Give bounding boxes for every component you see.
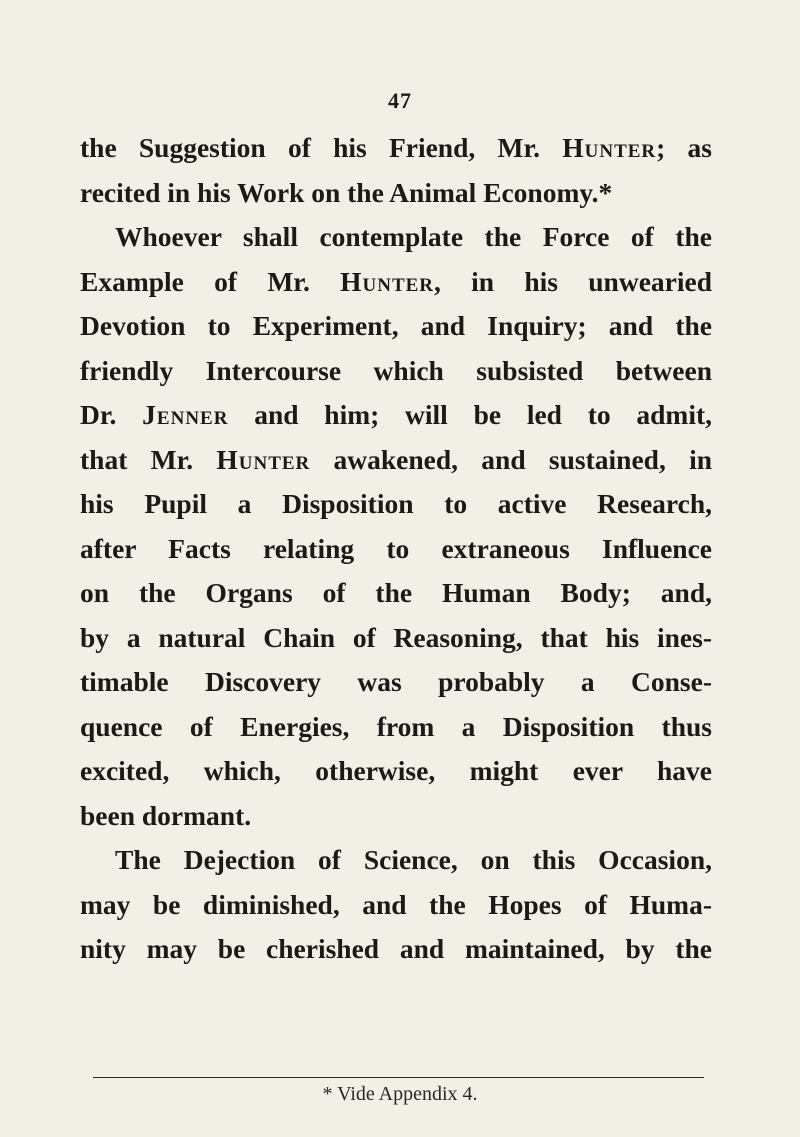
text-line <box>80 883 712 928</box>
text-run: quence of Energies, from a Disposition thus <box>80 710 712 742</box>
text-run: friendly Intercourse which subsisted between <box>80 354 712 386</box>
text-line <box>80 438 712 483</box>
text-line <box>80 304 712 349</box>
body-text <box>80 126 712 972</box>
text-line <box>80 393 712 438</box>
page-number: 47 <box>388 88 412 113</box>
text-run: and him; will be led to admit, <box>228 399 712 430</box>
text-run: on the Organs of the Human Body; and, <box>80 577 712 608</box>
text-run: after Facts relating to extraneous Influence <box>80 532 712 564</box>
text-line <box>80 616 712 661</box>
footnote: * Vide Appendix 4. <box>322 1083 478 1105</box>
footnote-rule <box>93 1077 704 1078</box>
name-smallcaps: Hunter <box>216 443 311 475</box>
text-run: Whoever shall contemplate the Force of the <box>115 221 712 252</box>
text-run: ; as <box>656 132 712 163</box>
text-line <box>80 794 712 839</box>
text-line <box>80 838 712 883</box>
text-line <box>80 260 712 305</box>
text-run: Example of Mr. <box>80 265 341 297</box>
text-run: , in his unwearied <box>434 265 713 297</box>
text-run: may be diminished, and the Hopes of Huma- <box>80 888 712 920</box>
text-line <box>80 749 712 794</box>
text-run: The Dejection of Science, on this Occasion, <box>115 844 712 875</box>
text-line <box>80 527 712 572</box>
text-line <box>80 215 712 260</box>
text-run: recited in his Work on the Animal Economy.* <box>80 176 613 208</box>
text-line <box>80 705 712 750</box>
text-run: his Pupil a Disposition to active Research, <box>80 488 712 519</box>
name-smallcaps: Hunter <box>340 265 435 297</box>
text-line <box>80 927 712 972</box>
text-run: timable Discovery was probably a Conse- <box>80 666 712 697</box>
text-line <box>80 482 712 527</box>
text-run: nity may be cherished and maintained, by the <box>80 933 712 964</box>
text-run: been dormant. <box>80 799 252 831</box>
name-smallcaps: Jenner <box>142 399 229 430</box>
text-line <box>80 660 712 705</box>
text-line <box>80 349 712 394</box>
text-run: that Mr. <box>80 443 217 475</box>
text-run: the Suggestion of his Friend, Mr. <box>80 132 563 163</box>
text-run: awakened, and sustained, in <box>310 443 712 475</box>
text-line <box>80 571 712 616</box>
name-smallcaps: Hunter <box>562 132 657 163</box>
text-run: Devotion to Experiment, and Inquiry; and the <box>80 310 712 341</box>
text-run: Dr. <box>80 399 143 430</box>
text-run: by a natural Chain of Reasoning, that his ines- <box>80 621 712 653</box>
text-line <box>80 126 712 171</box>
text-line <box>80 171 712 216</box>
text-run: excited, which, otherwise, might ever have <box>80 755 712 786</box>
